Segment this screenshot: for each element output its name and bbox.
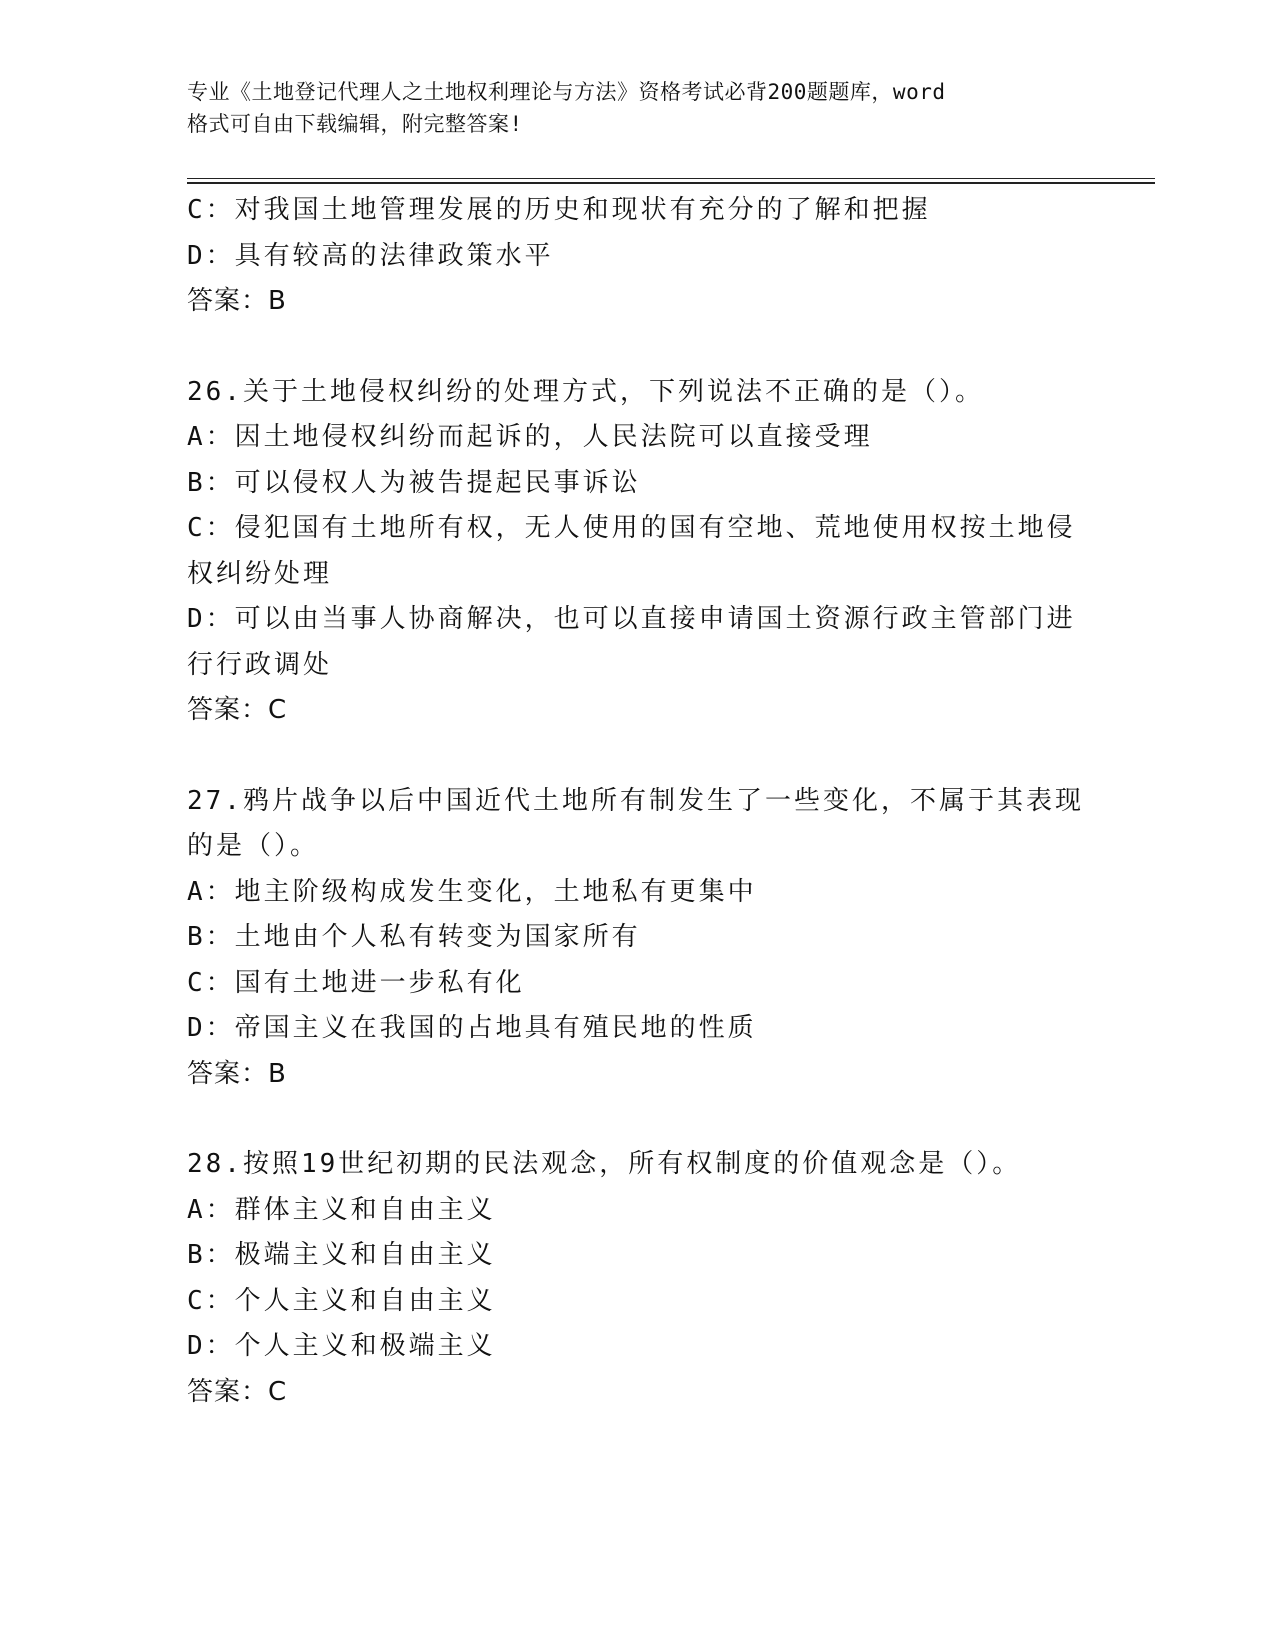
spacer bbox=[187, 325, 1087, 370]
answer-label: 答案：C bbox=[187, 695, 288, 725]
option-c-line-2: 权纠纷处理 bbox=[187, 558, 333, 589]
option-c-line-1: C：侵犯国有土地所有权，无人使用的国有空地、荒地使用权按土地侵 bbox=[187, 513, 1076, 543]
option-c: C：个人主义和自由主义 bbox=[187, 1285, 496, 1316]
spacer bbox=[187, 734, 1087, 779]
question-26 bbox=[187, 370, 1087, 734]
question-28 bbox=[187, 1142, 1087, 1415]
option-d: D：帝国主义在我国的占地具有殖民地的性质 bbox=[187, 1013, 757, 1043]
option-b: B：可以侵权人为被告提起民事诉讼 bbox=[187, 467, 641, 498]
header-title-line-1: 专业《土地登记代理人之土地权利理论与方法》资格考试必背200题题库，word bbox=[187, 80, 946, 104]
option-d-line-2: 行行政调处 bbox=[187, 649, 333, 680]
answer-label: 答案：B bbox=[187, 1058, 287, 1089]
header-title-line-2: 格式可自由下载编辑，附完整答案! bbox=[187, 112, 523, 136]
option-a: A：地主阶级构成发生变化，土地私有更集中 bbox=[187, 876, 757, 907]
question-stem-line-1: 27.鸦片战争以后中国近代土地所有制发生了一些变化，不属于其表现 bbox=[187, 785, 1084, 816]
question-25-tail bbox=[187, 188, 1087, 325]
option-b: B：极端主义和自由主义 bbox=[187, 1240, 496, 1270]
option-d: D：具有较高的法律政策水平 bbox=[187, 240, 554, 271]
question-stem-line-2: 的是（）。 bbox=[187, 831, 320, 861]
answer-label: 答案：B bbox=[187, 286, 287, 316]
option-c: C：对我国土地管理发展的历史和现状有充分的了解和把握 bbox=[187, 195, 931, 225]
question-list bbox=[187, 188, 1087, 1415]
option-a: A：因土地侵权纠纷而起诉的，人民法院可以直接受理 bbox=[187, 422, 873, 452]
option-c: C：国有土地进一步私有化 bbox=[187, 967, 525, 998]
question-stem: 26.关于土地侵权纠纷的处理方式，下列说法不正确的是（）。 bbox=[187, 376, 984, 407]
header-divider bbox=[187, 178, 1155, 184]
option-a: A：群体主义和自由主义 bbox=[187, 1194, 496, 1225]
question-27 bbox=[187, 779, 1087, 1098]
question-stem: 28.按照19世纪初期的民法观念，所有权制度的价值观念是（）。 bbox=[187, 1149, 1022, 1179]
option-d-line-1: D：可以由当事人协商解决，也可以直接申请国土资源行政主管部门进 bbox=[187, 604, 1076, 634]
answer-label: 答案：C bbox=[187, 1376, 288, 1407]
document-header bbox=[187, 76, 1067, 140]
spacer bbox=[187, 1097, 1087, 1142]
option-d: D：个人主义和极端主义 bbox=[187, 1331, 496, 1361]
option-b: B：土地由个人私有转变为国家所有 bbox=[187, 922, 641, 952]
